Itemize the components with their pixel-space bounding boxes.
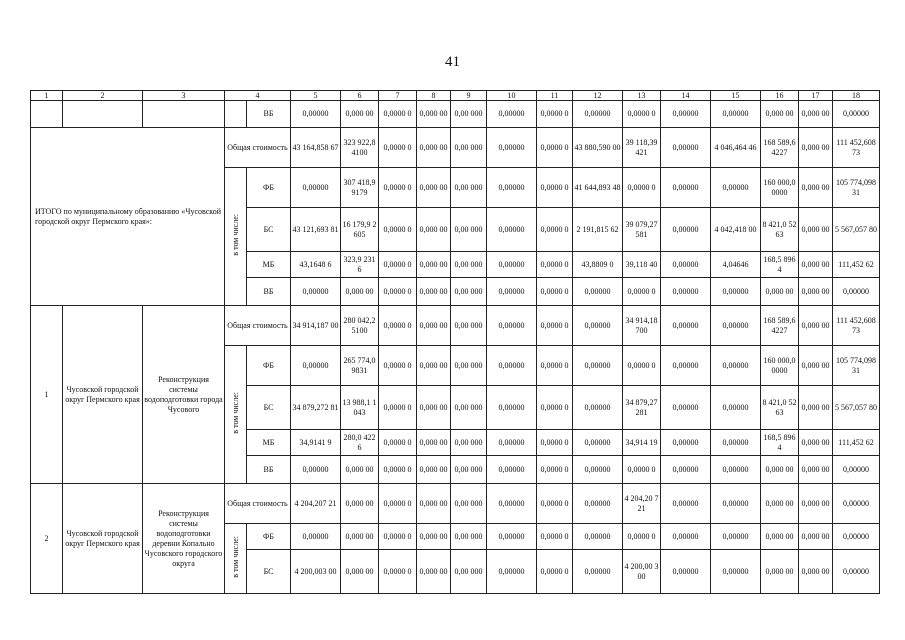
- row-label-fb: ФБ: [247, 524, 291, 550]
- value-cell: 16 179,9 2605: [341, 208, 379, 252]
- value-cell: 0,00000: [487, 456, 537, 484]
- value-cell: 0,00000: [661, 550, 711, 594]
- row-label-mb: МБ: [247, 430, 291, 456]
- value-cell: 105 774,098 31: [833, 346, 880, 386]
- value-cell: 0,000 00: [761, 101, 799, 128]
- value-cell: 0,00000: [833, 278, 880, 306]
- page-number: 41: [445, 54, 460, 70]
- value-cell: 8 421,0 5263: [761, 208, 799, 252]
- value-cell: 0,0000 0: [537, 430, 573, 456]
- value-cell: 0,000 00: [799, 168, 833, 208]
- value-cell: 4 200,003 00: [291, 550, 341, 594]
- value-cell: 0,000 00: [799, 278, 833, 306]
- value-cell: 34 914,18 700: [623, 306, 661, 346]
- column-number-header: 3: [143, 91, 225, 101]
- row-label-vb: ВБ: [247, 456, 291, 484]
- value-cell: 307 418,9 9179: [341, 168, 379, 208]
- value-cell: 0,0000 0: [379, 430, 417, 456]
- value-cell: 13 988,1 1043: [341, 386, 379, 430]
- value-cell: 0,000 00: [417, 346, 451, 386]
- value-cell: 0,00000: [661, 278, 711, 306]
- value-cell: 43 121,693 81: [291, 208, 341, 252]
- value-cell: 4 042,418 00: [711, 208, 761, 252]
- value-cell: 111 452,608 73: [833, 128, 880, 168]
- value-cell: 0,000 00: [341, 456, 379, 484]
- value-cell: 0,00000: [487, 128, 537, 168]
- value-cell: 0,0000 0: [379, 524, 417, 550]
- value-cell: 0,00000: [833, 484, 880, 524]
- value-cell: 0,0000 0: [379, 208, 417, 252]
- value-cell: 0,00000: [661, 128, 711, 168]
- including-label: в том числе:: [230, 214, 240, 256]
- value-cell: 0,0000 0: [379, 346, 417, 386]
- value-cell: 0,000 00: [799, 524, 833, 550]
- project-name: Реконструкция системы водоподготовки города Чусового: [143, 306, 225, 484]
- value-cell: 0,0000 0: [379, 456, 417, 484]
- value-cell: 8 421,0 5263: [761, 386, 799, 430]
- including-label: в том числе:: [230, 536, 240, 578]
- budget-table: [30, 90, 880, 594]
- value-cell: 0,00000: [711, 386, 761, 430]
- value-cell: 0,00 000: [451, 346, 487, 386]
- column-number-header: 18: [833, 91, 880, 101]
- value-cell: 0,00000: [487, 550, 537, 594]
- value-cell: 0,00000: [661, 306, 711, 346]
- value-cell: 0,00000: [833, 550, 880, 594]
- value-cell: 0,000 00: [417, 306, 451, 346]
- value-cell: 0,000 00: [799, 208, 833, 252]
- municipality-name: Чусовской городской округ Пермского края: [63, 306, 143, 484]
- value-cell: 0,00000: [833, 524, 880, 550]
- row-number: 1: [31, 306, 63, 484]
- value-cell: 0,000 00: [799, 386, 833, 430]
- value-cell: 0,00 000: [451, 524, 487, 550]
- value-cell: 0,000 00: [761, 484, 799, 524]
- value-cell: 0,000 00: [417, 208, 451, 252]
- value-cell: 0,000 00: [761, 524, 799, 550]
- column-number-header: 4: [225, 91, 291, 101]
- value-cell: 280 042,2 5100: [341, 306, 379, 346]
- value-cell: 0,00000: [711, 101, 761, 128]
- column-number-header: 10: [487, 91, 537, 101]
- value-cell: 0,00000: [573, 550, 623, 594]
- table-row: [31, 306, 880, 346]
- value-cell: 39 118,39 421: [623, 128, 661, 168]
- column-number-header: 11: [537, 91, 573, 101]
- value-cell: 0,00 000: [451, 430, 487, 456]
- value-cell: 0,000 00: [417, 278, 451, 306]
- value-cell: 0,00000: [573, 386, 623, 430]
- value-cell: 0,00000: [661, 208, 711, 252]
- value-cell: 0,00000: [573, 456, 623, 484]
- value-cell: 0,00000: [487, 278, 537, 306]
- empty-cell: [143, 101, 225, 128]
- value-cell: 0,0000 0: [537, 386, 573, 430]
- value-cell: 34,914 19: [623, 430, 661, 456]
- value-cell: 0,000 00: [799, 306, 833, 346]
- column-number-header: 17: [799, 91, 833, 101]
- value-cell: 0,0000 0: [537, 524, 573, 550]
- value-cell: 0,0000 0: [623, 456, 661, 484]
- column-number-header: 7: [379, 91, 417, 101]
- value-cell: 0,0000 0: [623, 168, 661, 208]
- value-cell: 0,000 00: [417, 101, 451, 128]
- value-cell: 0,00 000: [451, 484, 487, 524]
- column-number-header: 2: [63, 91, 143, 101]
- value-cell: 0,00000: [661, 101, 711, 128]
- value-cell: 0,00000: [661, 484, 711, 524]
- value-cell: 0,0000 0: [379, 101, 417, 128]
- value-cell: 34 879,27 281: [623, 386, 661, 430]
- value-cell: 0,000 00: [799, 346, 833, 386]
- value-cell: 0,000 00: [417, 430, 451, 456]
- value-cell: 0,00000: [711, 346, 761, 386]
- value-cell: 0,0000 0: [537, 168, 573, 208]
- value-cell: 0,0000 0: [379, 168, 417, 208]
- empty-cell: [31, 101, 63, 128]
- value-cell: 0,0000 0: [537, 346, 573, 386]
- column-number-header: 14: [661, 91, 711, 101]
- value-cell: 0,00000: [833, 101, 880, 128]
- value-cell: 0,0000 0: [537, 278, 573, 306]
- value-cell: 0,00000: [711, 278, 761, 306]
- row-label-vb: ВБ: [247, 278, 291, 306]
- value-cell: 0,0000 0: [623, 101, 661, 128]
- value-cell: 0,00000: [573, 278, 623, 306]
- value-cell: 43 880,590 00: [573, 128, 623, 168]
- value-cell: 0,00000: [573, 346, 623, 386]
- value-cell: 0,00000: [291, 346, 341, 386]
- value-cell: 0,0000 0: [537, 550, 573, 594]
- value-cell: 0,0000 0: [379, 550, 417, 594]
- row-label-bs: БС: [247, 208, 291, 252]
- value-cell: 323,9 2316: [341, 252, 379, 278]
- column-number-header: 1: [31, 91, 63, 101]
- column-number-header: 5: [291, 91, 341, 101]
- value-cell: 4 200,00 300: [623, 550, 661, 594]
- value-cell: 160 000,0 0000: [761, 168, 799, 208]
- table-row: [31, 128, 880, 168]
- value-cell: 0,00000: [711, 484, 761, 524]
- value-cell: 0,0000 0: [379, 306, 417, 346]
- value-cell: 34 879,272 81: [291, 386, 341, 430]
- value-cell: 0,000 00: [417, 550, 451, 594]
- value-cell: 5 567,057 80: [833, 208, 880, 252]
- value-cell: 280,0 4226: [341, 430, 379, 456]
- value-cell: 0,00000: [661, 430, 711, 456]
- row-label-bs: БС: [247, 550, 291, 594]
- value-cell: 4 204,20 721: [623, 484, 661, 524]
- value-cell: 0,00000: [573, 484, 623, 524]
- value-cell: 0,000 00: [341, 550, 379, 594]
- value-cell: 0,00 000: [451, 386, 487, 430]
- total-cost-label: Общая стоимость: [225, 484, 291, 524]
- value-cell: 0,0000 0: [537, 101, 573, 128]
- value-cell: 168,5 8964: [761, 252, 799, 278]
- value-cell: 0,000 00: [761, 278, 799, 306]
- value-cell: 0,000 00: [341, 278, 379, 306]
- value-cell: 323 922,8 4100: [341, 128, 379, 168]
- value-cell: 0,00000: [487, 168, 537, 208]
- value-cell: 0,000 00: [417, 484, 451, 524]
- value-cell: 0,00000: [291, 456, 341, 484]
- value-cell: 0,00000: [487, 484, 537, 524]
- value-cell: 0,00000: [711, 524, 761, 550]
- value-cell: 0,0000 0: [537, 456, 573, 484]
- value-cell: 168,5 8964: [761, 430, 799, 456]
- column-number-header: 9: [451, 91, 487, 101]
- row-number: 2: [31, 484, 63, 594]
- value-cell: 0,000 00: [799, 252, 833, 278]
- value-cell: 0,0000 0: [379, 252, 417, 278]
- value-cell: 0,00 000: [451, 306, 487, 346]
- value-cell: 0,000 00: [341, 101, 379, 128]
- table-row: [31, 484, 880, 524]
- value-cell: 0,00000: [487, 346, 537, 386]
- value-cell: 0,000 00: [799, 456, 833, 484]
- value-cell: 0,00000: [487, 430, 537, 456]
- value-cell: 0,00000: [487, 208, 537, 252]
- including-cell: [225, 168, 247, 306]
- value-cell: 0,00000: [711, 306, 761, 346]
- value-cell: 0,00000: [487, 524, 537, 550]
- value-cell: 0,000 00: [341, 484, 379, 524]
- value-cell: 0,00000: [291, 278, 341, 306]
- value-cell: 4 204,207 21: [291, 484, 341, 524]
- value-cell: 0,0000 0: [379, 128, 417, 168]
- value-cell: 111,452 62: [833, 430, 880, 456]
- value-cell: 0,00000: [661, 524, 711, 550]
- value-cell: 0,000 00: [761, 456, 799, 484]
- value-cell: 0,00 000: [451, 456, 487, 484]
- value-cell: 0,0000 0: [623, 524, 661, 550]
- value-cell: 0,00000: [711, 430, 761, 456]
- value-cell: 0,0000 0: [537, 306, 573, 346]
- column-number-header: 8: [417, 91, 451, 101]
- value-cell: 0,000 00: [417, 168, 451, 208]
- value-cell: 0,0000 0: [379, 278, 417, 306]
- value-cell: 0,00 000: [451, 208, 487, 252]
- value-cell: 0,000 00: [417, 128, 451, 168]
- value-cell: 0,00000: [661, 346, 711, 386]
- value-cell: 0,00000: [487, 386, 537, 430]
- column-number-header: 16: [761, 91, 799, 101]
- value-cell: 0,00000: [711, 168, 761, 208]
- value-cell: 0,000 00: [417, 386, 451, 430]
- value-cell: 2 191,815 62: [573, 208, 623, 252]
- value-cell: 43,8809 0: [573, 252, 623, 278]
- column-number-header: 15: [711, 91, 761, 101]
- value-cell: 0,0000 0: [623, 278, 661, 306]
- value-cell: 0,00000: [573, 306, 623, 346]
- value-cell: 0,00000: [487, 252, 537, 278]
- value-cell: 43 164,858 67: [291, 128, 341, 168]
- value-cell: 0,00000: [291, 101, 341, 128]
- municipality-name: Чусовской городской округ Пермского края: [63, 484, 143, 594]
- value-cell: 0,0000 0: [379, 386, 417, 430]
- project-name: Реконструкция системы водоподготовки деревни Копально Чусовского городского округа: [143, 484, 225, 594]
- value-cell: 34 914,187 00: [291, 306, 341, 346]
- including-cell: [225, 346, 247, 484]
- value-cell: 0,000 00: [417, 252, 451, 278]
- value-cell: 168 589,6 4227: [761, 306, 799, 346]
- column-number-header: 6: [341, 91, 379, 101]
- value-cell: 0,0000 0: [537, 252, 573, 278]
- value-cell: 0,00000: [291, 168, 341, 208]
- value-cell: 0,0000 0: [537, 128, 573, 168]
- value-cell: 0,0000 0: [537, 208, 573, 252]
- value-cell: 39 079,27 581: [623, 208, 661, 252]
- value-cell: 0,00000: [661, 386, 711, 430]
- value-cell: 0,000 00: [799, 430, 833, 456]
- value-cell: 168 589,6 4227: [761, 128, 799, 168]
- value-cell: 4 046,464 46: [711, 128, 761, 168]
- value-cell: 0,00000: [711, 550, 761, 594]
- value-cell: 0,00 000: [451, 252, 487, 278]
- value-cell: 0,0000 0: [379, 484, 417, 524]
- row-label-mb: МБ: [247, 252, 291, 278]
- including-cell: [225, 524, 247, 594]
- value-cell: 0,00000: [487, 306, 537, 346]
- value-cell: 160 000,0 0000: [761, 346, 799, 386]
- value-cell: 0,000 00: [341, 524, 379, 550]
- row-label-bs: БС: [247, 386, 291, 430]
- column-number-header: 12: [573, 91, 623, 101]
- empty-cell: [225, 101, 247, 128]
- value-cell: 39,118 40: [623, 252, 661, 278]
- value-cell: 0,00000: [661, 252, 711, 278]
- itogo-label: ИТОГО по муниципальному образованию «Чусовской городской округ Пермского края»:: [31, 128, 225, 306]
- value-cell: 0,00000: [661, 456, 711, 484]
- empty-cell: [63, 101, 143, 128]
- total-cost-label: Общая стоимость: [225, 128, 291, 168]
- value-cell: 41 644,893 48: [573, 168, 623, 208]
- value-cell: 0,00000: [291, 524, 341, 550]
- value-cell: 0,0000 0: [623, 346, 661, 386]
- row-label-vb: ВБ: [247, 101, 291, 128]
- header-row: [31, 91, 880, 101]
- value-cell: 0,00 000: [451, 278, 487, 306]
- value-cell: 0,00 000: [451, 101, 487, 128]
- value-cell: 0,000 00: [799, 484, 833, 524]
- value-cell: 4,04646: [711, 252, 761, 278]
- total-cost-label: Общая стоимость: [225, 306, 291, 346]
- value-cell: 0,000 00: [799, 101, 833, 128]
- value-cell: 0,000 00: [417, 524, 451, 550]
- value-cell: 0,00000: [487, 101, 537, 128]
- value-cell: 0,000 00: [417, 456, 451, 484]
- value-cell: 0,000 00: [761, 550, 799, 594]
- value-cell: 0,000 00: [799, 550, 833, 594]
- value-cell: 0,00 000: [451, 128, 487, 168]
- value-cell: 34,9141 9: [291, 430, 341, 456]
- value-cell: 0,00000: [833, 456, 880, 484]
- table-row: [31, 101, 880, 128]
- row-label-fb: ФБ: [247, 168, 291, 208]
- value-cell: 0,00000: [573, 101, 623, 128]
- value-cell: 0,00000: [573, 524, 623, 550]
- value-cell: 0,00 000: [451, 550, 487, 594]
- row-label-fb: ФБ: [247, 346, 291, 386]
- value-cell: 265 774,0 9831: [341, 346, 379, 386]
- value-cell: 0,0000 0: [537, 484, 573, 524]
- value-cell: 0,00000: [711, 456, 761, 484]
- column-number-header: 13: [623, 91, 661, 101]
- value-cell: 5 567,057 80: [833, 386, 880, 430]
- value-cell: 43,1648 6: [291, 252, 341, 278]
- value-cell: 111 452,608 73: [833, 306, 880, 346]
- value-cell: 111,452 62: [833, 252, 880, 278]
- value-cell: 105 774,098 31: [833, 168, 880, 208]
- including-label: в том числе:: [230, 392, 240, 434]
- value-cell: 0,00000: [661, 168, 711, 208]
- value-cell: 0,00 000: [451, 168, 487, 208]
- value-cell: 0,000 00: [799, 128, 833, 168]
- value-cell: 0,00000: [573, 430, 623, 456]
